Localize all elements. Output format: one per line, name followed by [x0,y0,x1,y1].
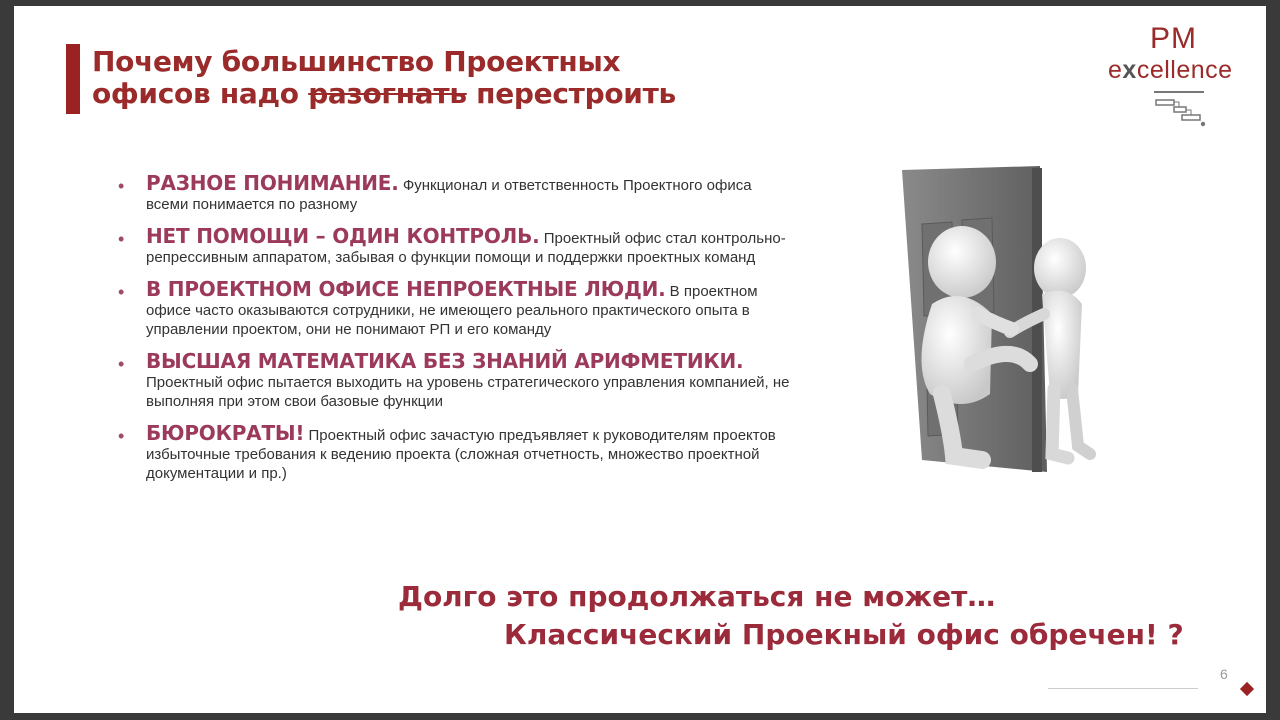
bullet-dot-icon: • [118,282,125,302]
bullet-heading: НЕТ ПОМОЩИ – ОДИН КОНТРОЛЬ. [146,224,540,248]
title-line-2 [92,78,676,110]
list-item [118,224,798,267]
bullet-dot-icon: • [118,176,125,196]
slide [14,6,1266,713]
conclusion-line-1: Долго это продолжаться не может… [398,580,996,613]
title-struck-word: разогнать [308,77,467,110]
bullet-dot-icon: • [118,229,125,249]
list-item [118,421,798,483]
bullet-text: В проектном офисе часто оказываются сотрудники, не имеющего реального практического опыта в управлении проектом, они не понимают РП и его команду [146,283,758,338]
bullet-dot-icon: • [118,354,125,374]
list-item [118,171,798,214]
bullet-text: Проектный офис зачастую предъявляет к руководителям проектов избыточные требования к ведению проекта (сложная отчетность, множество проектной документации и пр.) [146,427,776,482]
title-line-2-prefix: офисов надо [92,77,309,110]
logo-cellence: cellence [1136,56,1233,84]
title-accent-bar [66,44,80,114]
slide-title [92,46,676,110]
logo-x-figure-icon: x [1122,56,1137,84]
bullet-heading: ВЫСШАЯ МАТЕМАТИКА БЕЗ ЗНАНИЙ АРИФМЕТИКИ. [146,349,744,373]
logo-pm-text: PM [1150,22,1197,55]
diamond-icon [1240,682,1254,696]
logo-e: e [1108,56,1123,84]
figures-pushing-door-illustration [882,164,1102,484]
title-line-1: Почему большинство Проектных [92,45,621,78]
list-item [118,349,798,411]
bullet-text: Функционал и ответственность Проектного офиса всеми понимается по разному [146,177,752,213]
gantt-chart-icon [1154,90,1206,132]
bullet-dot-icon: • [118,426,125,446]
title-line-2-suffix: перестроить [466,77,676,110]
page-number: 6 [1220,666,1228,682]
bullet-heading: РАЗНОЕ ПОНИМАНИЕ. [146,171,399,195]
logo-excellence-text [1108,56,1233,85]
bullet-heading: БЮРОКРАТЫ! [146,421,305,445]
list-item [118,277,798,339]
pm-excellence-logo [1104,22,1254,132]
footer-divider [1048,688,1198,689]
bullet-list [118,171,798,496]
bullet-text: Проектный офис пытается выходить на уровень стратегического управления компанией, не выполняя при этом свои базовые функции [146,374,790,410]
bullet-heading: В ПРОЕКТНОМ ОФИСЕ НЕПРОЕКТНЫЕ ЛЮДИ. [146,277,666,301]
bullet-text: Проектный офис стал контрольно-репрессивным аппаратом, забывая о функции помощи и поддержки проектных команд [146,230,786,266]
conclusion-line-2: Классический Проекный офис обречен! ? [504,618,1184,651]
